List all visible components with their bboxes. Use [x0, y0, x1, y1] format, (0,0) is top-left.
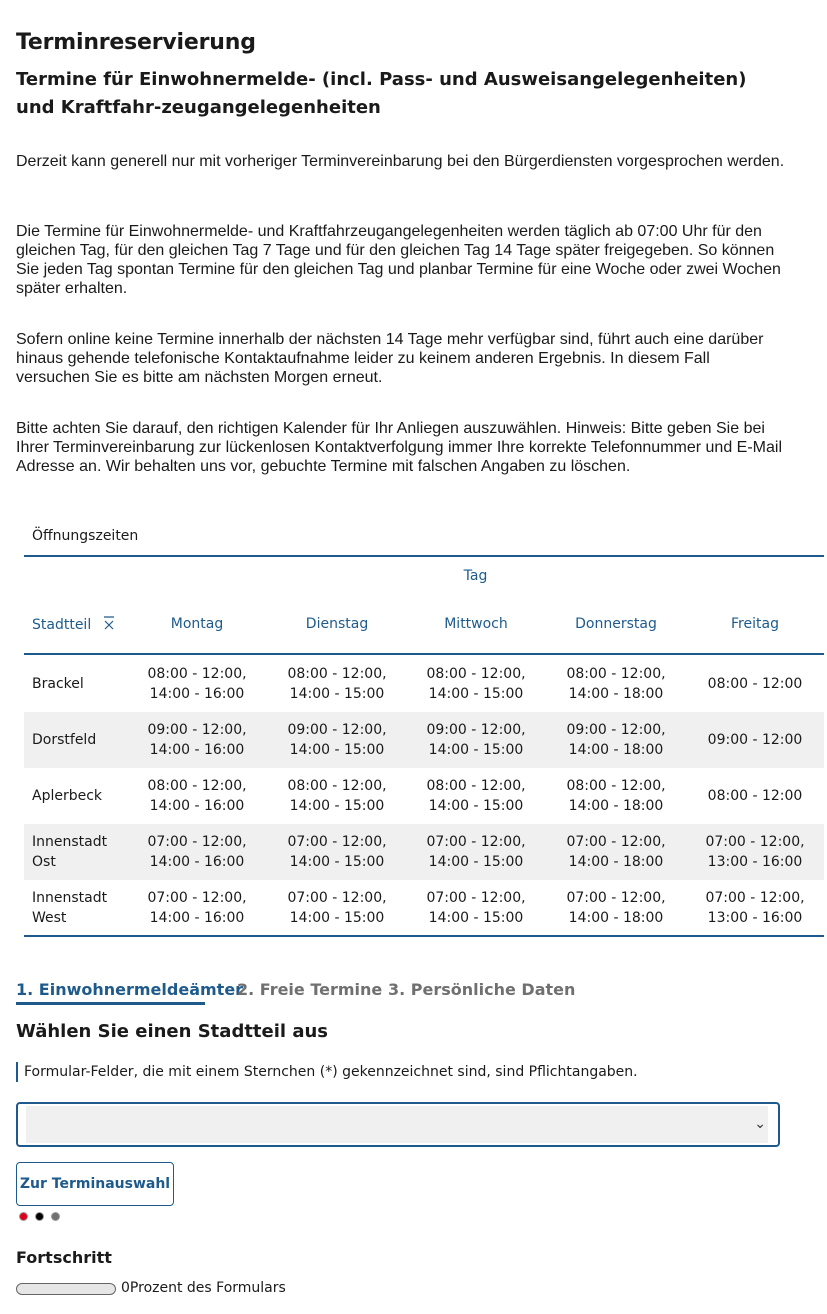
table-row [24, 712, 824, 768]
table-cell: 09:00 - 12:00, 14:00 - 15:00 [287, 722, 387, 758]
table-cell: 08:00 - 12:00, 14:00 - 15:00 [426, 778, 526, 814]
table-cell: 07:00 - 12:00, 13:00 - 16:00 [705, 890, 805, 926]
intro-paragraph-3: Sofern online keine Termine innerhalb der nächsten 14 Tage mehr verfügbar sind, führt auch eine darüber hinaus gehende telefonische Kontaktaufnahme leider zu keinem anderen Ergebnis. In diesem Fall versuchen Sie es bitte am nächsten Morgen erneut. [16, 331, 764, 386]
table-cell: 07:00 - 12:00, 14:00 - 18:00 [566, 834, 666, 870]
progress-bar [16, 1283, 116, 1295]
page-subtitle: Termine für Einwohnermelde- (incl. Pass- und Ausweisangelegenheiten) und Kraftfahr-zeugangelegenheiten [16, 69, 747, 118]
intro-paragraph-4: Bitte achten Sie darauf, den richtigen Kalender für Ihr Anliegen auszuwählen. Hinweis: Bitte geben Sie bei Ihrer Terminvereinbarung zur lückenlosen Kontaktverfolgung immer Ihre korrekte Telefonnummer und E-Mail Adresse an. Wir behalten uns vor, gebuchte Termine mit falschen Angaben zu löschen. [16, 420, 782, 475]
column-header-montag: Montag [170, 616, 224, 632]
column-header-mittwoch: Mittwoch [444, 616, 508, 632]
table-bottom-divider [24, 935, 824, 937]
chevron-down-icon: ⌄ [754, 1116, 766, 1132]
column-header-freitag: Freitag [731, 616, 779, 632]
form-heading: Wählen Sie einen Stadtteil aus [16, 1021, 329, 1042]
step-einwohnermeldeaemter[interactable]: 1. Einwohnermeldeämter [16, 980, 244, 999]
row-stadtteil-name: Aplerbeck [32, 788, 103, 804]
table-cell: 08:00 - 12:00 [707, 788, 803, 804]
column-header-stadtteil[interactable] [32, 616, 122, 633]
progress-text [121, 1280, 286, 1296]
table-cell: 08:00 - 12:00, 14:00 - 18:00 [566, 666, 666, 702]
black-dot [35, 1212, 44, 1221]
row-stadtteil-name: Dorstfeld [32, 732, 97, 748]
step-persoenliche-daten[interactable]: 3. Persönliche Daten [388, 980, 576, 999]
table-cell: 09:00 - 12:00, 14:00 - 18:00 [566, 722, 666, 758]
row-stadtteil-name: Innenstadt Ost [32, 834, 108, 870]
progress-value: 0 [121, 1280, 130, 1296]
table-group-header: Tag [463, 568, 488, 584]
sort-icon[interactable] [103, 616, 115, 630]
intro-paragraph-1: Derzeit kann generell nur mit vorheriger Terminvereinbarung bei den Bürgerdiensten vorgesprochen werden. [16, 153, 785, 170]
table-cell: 08:00 - 12:00, 14:00 - 16:00 [147, 778, 247, 814]
table-row [24, 880, 824, 936]
column-header-label: Stadtteil [32, 617, 92, 633]
table-cell: 07:00 - 12:00, 14:00 - 16:00 [147, 890, 247, 926]
table-cell: 07:00 - 12:00, 14:00 - 15:00 [287, 890, 387, 926]
active-step-underline [16, 1002, 205, 1005]
table-cell: 09:00 - 12:00, 14:00 - 15:00 [426, 722, 526, 758]
column-header-dienstag: Dienstag [305, 616, 369, 632]
table-cell: 08:00 - 12:00, 14:00 - 16:00 [147, 666, 247, 702]
progress-suffix: Prozent des Formulars [129, 1280, 286, 1296]
stadtteil-select[interactable] [16, 1102, 780, 1147]
table-cell: 07:00 - 12:00, 14:00 - 15:00 [426, 890, 526, 926]
table-cell: 08:00 - 12:00, 14:00 - 18:00 [566, 778, 666, 814]
select-value [26, 1106, 768, 1143]
row-stadtteil-name: Innenstadt West [32, 890, 108, 926]
red-dot [19, 1212, 28, 1221]
table-caption: Öffnungszeiten [32, 528, 139, 544]
row-stadtteil-name: Brackel [32, 676, 84, 692]
required-fields-hint: Formular-Felder, die mit einem Sternchen (*) gekennzeichnet sind, sind Pflichtangaben. [16, 1062, 638, 1082]
table-cell: 07:00 - 12:00, 14:00 - 18:00 [566, 890, 666, 926]
zur-terminauswahl-button[interactable]: Zur Terminauswahl [16, 1162, 174, 1206]
table-header-row [24, 616, 824, 656]
intro-paragraph-2: Die Termine für Einwohnermelde- und Kraftfahrzeugangelegenheiten werden täglich ab 07:00 Uhr für den gleichen Tag, für den gleichen Tag 7 Tage und für den gleichen Tag 14 Tage später freigegeben. So können Sie jeden Tag spontan Termine für den gleichen Tag und planbar Termine für eine Woche oder zwei Wochen später erhalten. [16, 223, 781, 297]
header-divider [24, 653, 824, 655]
table-cell: 08:00 - 12:00, 14:00 - 15:00 [287, 666, 387, 702]
table-cell: 08:00 - 12:00, 14:00 - 15:00 [426, 666, 526, 702]
table-row [24, 824, 824, 880]
table-row [24, 768, 824, 824]
gray-dot [51, 1212, 60, 1221]
progress-title: Fortschritt [16, 1248, 112, 1267]
column-header-donnerstag: Donnerstag [575, 616, 657, 632]
table-cell: 07:00 - 12:00, 14:00 - 15:00 [287, 834, 387, 870]
caption-divider [24, 555, 824, 557]
table-cell: 08:00 - 12:00, 14:00 - 15:00 [287, 778, 387, 814]
table-row [24, 656, 824, 712]
step-freie-termine[interactable]: 2. Freie Termine [237, 980, 383, 999]
table-cell: 07:00 - 12:00, 14:00 - 16:00 [147, 834, 247, 870]
table-cell: 09:00 - 12:00 [707, 732, 803, 748]
table-cell: 07:00 - 12:00, 13:00 - 16:00 [705, 834, 805, 870]
table-cell: 09:00 - 12:00, 14:00 - 16:00 [147, 722, 247, 758]
table-cell: 08:00 - 12:00 [707, 676, 803, 692]
table-cell: 07:00 - 12:00, 14:00 - 15:00 [426, 834, 526, 870]
opening-hours-table[interactable] [24, 520, 805, 938]
page-title: Terminreservierung [16, 30, 256, 55]
